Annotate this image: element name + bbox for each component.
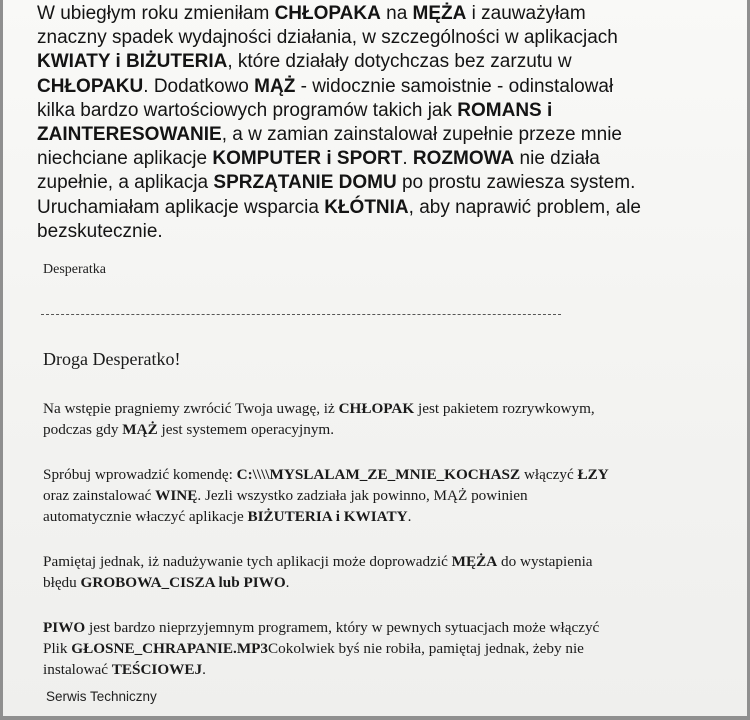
reply-line [43,638,733,659]
bold-term: GROBOWA_CISZA lub PIWO [80,574,286,591]
letter-line [37,147,727,171]
letter-line [37,26,727,50]
text-run: , a w zamian zainstalował zupełnie przeze mnie [221,124,622,146]
scanned-page [3,0,747,716]
reply-line [43,572,733,593]
bold-term: GŁOSNE_CHRAPANIE.MP3 [71,640,269,657]
bold-term: MĘŻA [451,553,498,570]
text-run: Cokolwiek byś nie robiła, pamiętaj jednak, żeby nie [268,640,584,657]
bold-term: TEŚCIOWEJ [111,661,203,678]
reply-line [43,398,733,419]
bold-term: ZAINTERESOWANIE [37,124,222,146]
text-run: jest systemem operacyjnym. [157,421,335,438]
letter-signature: Desperatka [43,262,106,277]
text-run: znaczny spadek wydajności działania, w szczególności w aplikacjach [37,27,618,49]
reply-line [43,659,733,680]
bold-term: CHŁOPAKU [37,75,144,97]
complaint-letter [37,2,727,244]
text-run: jest pakietem rozrywkowym, [414,400,595,417]
text-run: jest bardzo nieprzyjemnym programem, który w pewnych sytuacjach może włączyć [85,619,600,636]
text-run: automatycznie właczyć aplikacje [43,508,248,525]
letter-line [37,123,727,147]
dashed-divider [41,314,561,315]
text-run: kilka bardzo wartościowych programów takich jak [37,99,458,121]
bold-term: ROZMOWA [412,148,515,170]
letter-line [37,2,727,26]
reply-signature: Serwis Techniczny [46,689,157,704]
reply-paragraph [43,398,733,440]
scan-corner [744,714,750,720]
text-run: do wystapienia [497,553,593,570]
reply-line [43,551,733,572]
text-run: . [285,574,290,591]
reply-greeting: Droga Desperatko! [43,349,181,369]
reply-line [43,464,733,485]
text-run: . [202,661,206,678]
text-run: Spróbuj wprowadzić komendę: [43,466,237,483]
text-run: - widocznie samoistnie - odinstalował [295,75,614,97]
text-run: i zauważyłam [466,3,586,24]
text-run: błędu [43,574,81,591]
reply-line [43,617,733,638]
letter-line [37,171,727,195]
text-run: włączyć [520,466,578,483]
text-run: , które działały dotychczas bez zarzutu w [227,51,572,73]
reply-paragraph [43,617,733,680]
letter-line [37,196,727,220]
bold-term: PIWO [43,619,86,636]
bold-term: WINĘ [155,487,198,504]
bold-term: C:\\\\MYSLALAM_ZE_MNIE_KOCHASZ [236,466,521,483]
bold-term: ŁZY [577,466,609,483]
text-run: podczas gdy [43,421,123,438]
bold-term: MĄŻ [122,421,158,438]
bold-term: MĄŻ [254,75,296,97]
text-run: nie działa [514,148,600,170]
text-run: , aby naprawić problem, ale [408,196,641,218]
bold-term: KWIATY i BIŻUTERIA [37,51,228,73]
bold-term: BIŻUTERIA i KWIATY [247,508,408,525]
text-run: . Jezli wszystko zadziała jak powinno, MĄŻ powinien [197,487,528,504]
text-run: na [380,3,413,24]
reply-line [43,485,733,506]
reply-letter [43,348,733,680]
text-run: oraz zainstalować [43,487,156,504]
bold-term: ROMANS i [457,99,553,121]
bold-term: CHŁOPAKA [274,3,381,24]
text-run: . [407,508,412,525]
text-run: Pamiętaj jednak, iż nadużywanie tych aplikacji może doprowadzić [43,553,452,570]
text-run: Uruchamiałam aplikacje wsparcia [37,196,325,218]
text-run: . Dodatkowo [143,75,255,97]
letter-line [37,50,727,74]
text-run: zupełnie, a aplikacja [37,172,214,194]
reply-line [43,419,733,440]
letter-line [37,75,727,99]
text-run: W ubiegłym roku zmieniłam [37,3,275,24]
reply-body [43,398,733,680]
letter-line [37,99,727,123]
bold-term: SPRZĄTANIE DOMU [213,172,397,194]
bold-term: MĘŻA [412,3,467,24]
letter-line [37,220,727,244]
reply-line [43,506,733,527]
bold-term: CHŁOPAK [338,400,415,417]
reply-paragraph [43,464,733,527]
reply-paragraph [43,551,733,593]
text-run: niechciane aplikacje [37,148,213,170]
text-run: po prostu zawiesza system. [396,172,636,194]
text-run: Plik [43,640,72,657]
text-run: bezskutecznie. [37,220,163,242]
text-run: instalować [43,661,112,678]
bold-term: KŁÓTNIA [324,196,409,218]
text-run: . [402,148,413,170]
text-run: Na wstępie pragniemy zwrócić Twoja uwagę, iż [43,400,339,417]
bold-term: KOMPUTER i SPORT [212,148,403,170]
